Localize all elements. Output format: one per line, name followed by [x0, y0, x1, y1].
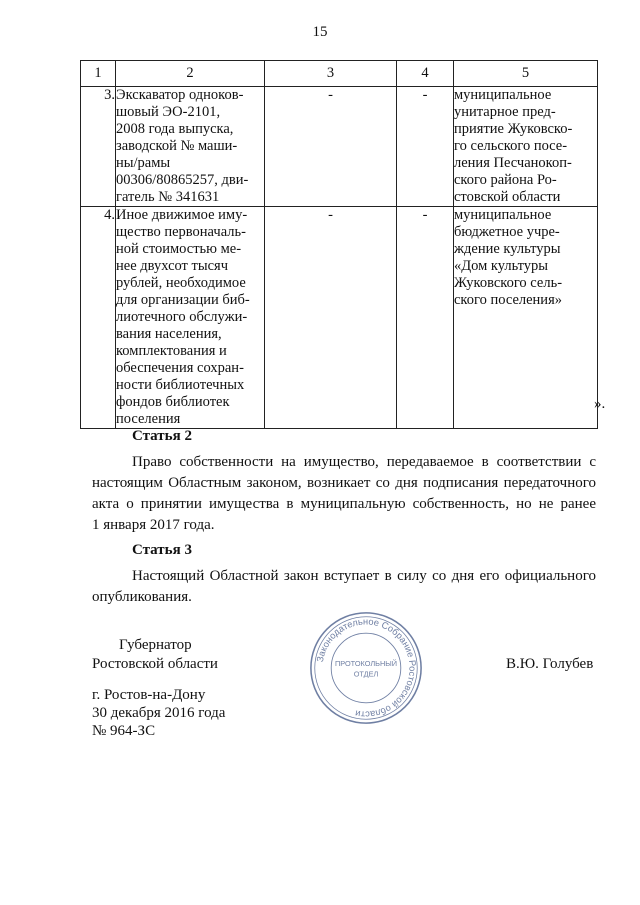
description-line: рублей, необходимое [116, 275, 246, 291]
description-line: заводской № маши- [116, 138, 238, 154]
row-number: 3. [81, 87, 116, 207]
paragraph-line: опубликования. [92, 589, 192, 605]
recipient-line: стовской области [454, 189, 561, 205]
description-line: вания населения, [116, 326, 222, 342]
description-line: гатель № 341631 [116, 189, 220, 205]
recipient-line: муниципальное [454, 207, 552, 223]
recipient-line: Жуковского сель- [454, 275, 563, 291]
description-line: комплектования и [116, 343, 227, 359]
issue-place: г. Ростов-на-Дону [92, 687, 206, 703]
article-3-heading: Статья 3 [132, 542, 192, 558]
article-2-text [92, 452, 596, 536]
stamp-center-line-1: ПРОТОКОЛЬНЫЙ [334, 659, 398, 669]
column-3-value: - [265, 207, 397, 429]
description-line: поселения [116, 411, 181, 427]
column-header: 2 [116, 61, 265, 87]
description-line: фондов библиотек [116, 394, 230, 410]
recipient-line: муниципальное [454, 87, 552, 103]
law-number: № 964-ЗС [92, 723, 156, 739]
row-number: 4. [81, 207, 116, 429]
stamp-ring-text: Законодательное Собрание Ростовской области [314, 616, 418, 720]
description-line: 2008 года выпуска, [116, 121, 234, 137]
column-3-value: - [265, 87, 397, 207]
description-line: ной стоимостью ме- [116, 241, 242, 257]
recipient-line: ского поселения» [454, 292, 562, 308]
description-line: ны/рамы [116, 155, 171, 171]
table-row [81, 87, 598, 207]
official-stamp [308, 610, 424, 726]
page-number: 15 [312, 24, 328, 40]
description-line: шовый ЭО-2101, [116, 104, 221, 120]
recipient-line: ления Песчанокоп- [454, 155, 572, 171]
description-line: 00306/80865257, дви- [116, 172, 249, 188]
recipient-line: го сельского посе- [454, 138, 568, 154]
signatory-position-line-2: Ростовской области [92, 656, 218, 672]
issue-date: 30 декабря 2016 года [92, 705, 226, 721]
paragraph-line: акта о принятии имущества в муниципальную собственность, но не ранее [92, 496, 596, 512]
description-line: нее двухсот тысяч [116, 258, 228, 274]
column-header: 4 [397, 61, 454, 87]
paragraph-line: Право собственности на имущество, передаваемое в соответствии с [132, 454, 596, 470]
recipient-line: ждение культуры [454, 241, 561, 257]
property-table [80, 60, 598, 429]
table-header-row [81, 61, 598, 87]
recipient-line: «Дом культуры [454, 258, 549, 274]
property-description [116, 207, 265, 429]
article-3-text [92, 566, 596, 608]
description-line: щество первоначаль- [116, 224, 246, 240]
description-line: Экскаватор одноков- [116, 87, 244, 103]
paragraph-line: 1 января 2017 года. [92, 517, 215, 533]
column-header: 5 [454, 61, 598, 87]
description-line: Иное движимое иму- [116, 207, 248, 223]
description-line: для организации биб- [116, 292, 250, 308]
table-row [81, 207, 598, 429]
description-line: ности библиотечных [116, 377, 245, 393]
signatory-position-line-1: Губернатор [119, 637, 192, 653]
recipient-line: унитарное пред- [454, 104, 556, 120]
recipient-line: ского района Ро- [454, 172, 557, 188]
description-line: обеспечения сохран- [116, 360, 244, 376]
paragraph-line: Настоящий Областной закон вступает в силу со дня его официального [132, 568, 596, 584]
recipient-organization [454, 207, 598, 429]
recipient-line: бюджетное учре- [454, 224, 560, 240]
description-line: лиотечного обслужи- [116, 309, 248, 325]
signatory-name: В.Ю. Голубев [506, 656, 594, 672]
column-4-value: - [397, 207, 454, 429]
recipient-organization [454, 87, 598, 207]
closing-quote-mark: ». [594, 396, 606, 412]
recipient-line: приятие Жуковско- [454, 121, 573, 137]
column-header: 3 [265, 61, 397, 87]
article-2-heading: Статья 2 [132, 428, 192, 444]
column-4-value: - [397, 87, 454, 207]
paragraph-line: настоящим Областным законом, возникает со дня подписания передаточного [92, 475, 596, 491]
column-header: 1 [81, 61, 116, 87]
property-description [116, 87, 265, 207]
stamp-center-line-2: ОТДЕЛ [353, 669, 379, 679]
